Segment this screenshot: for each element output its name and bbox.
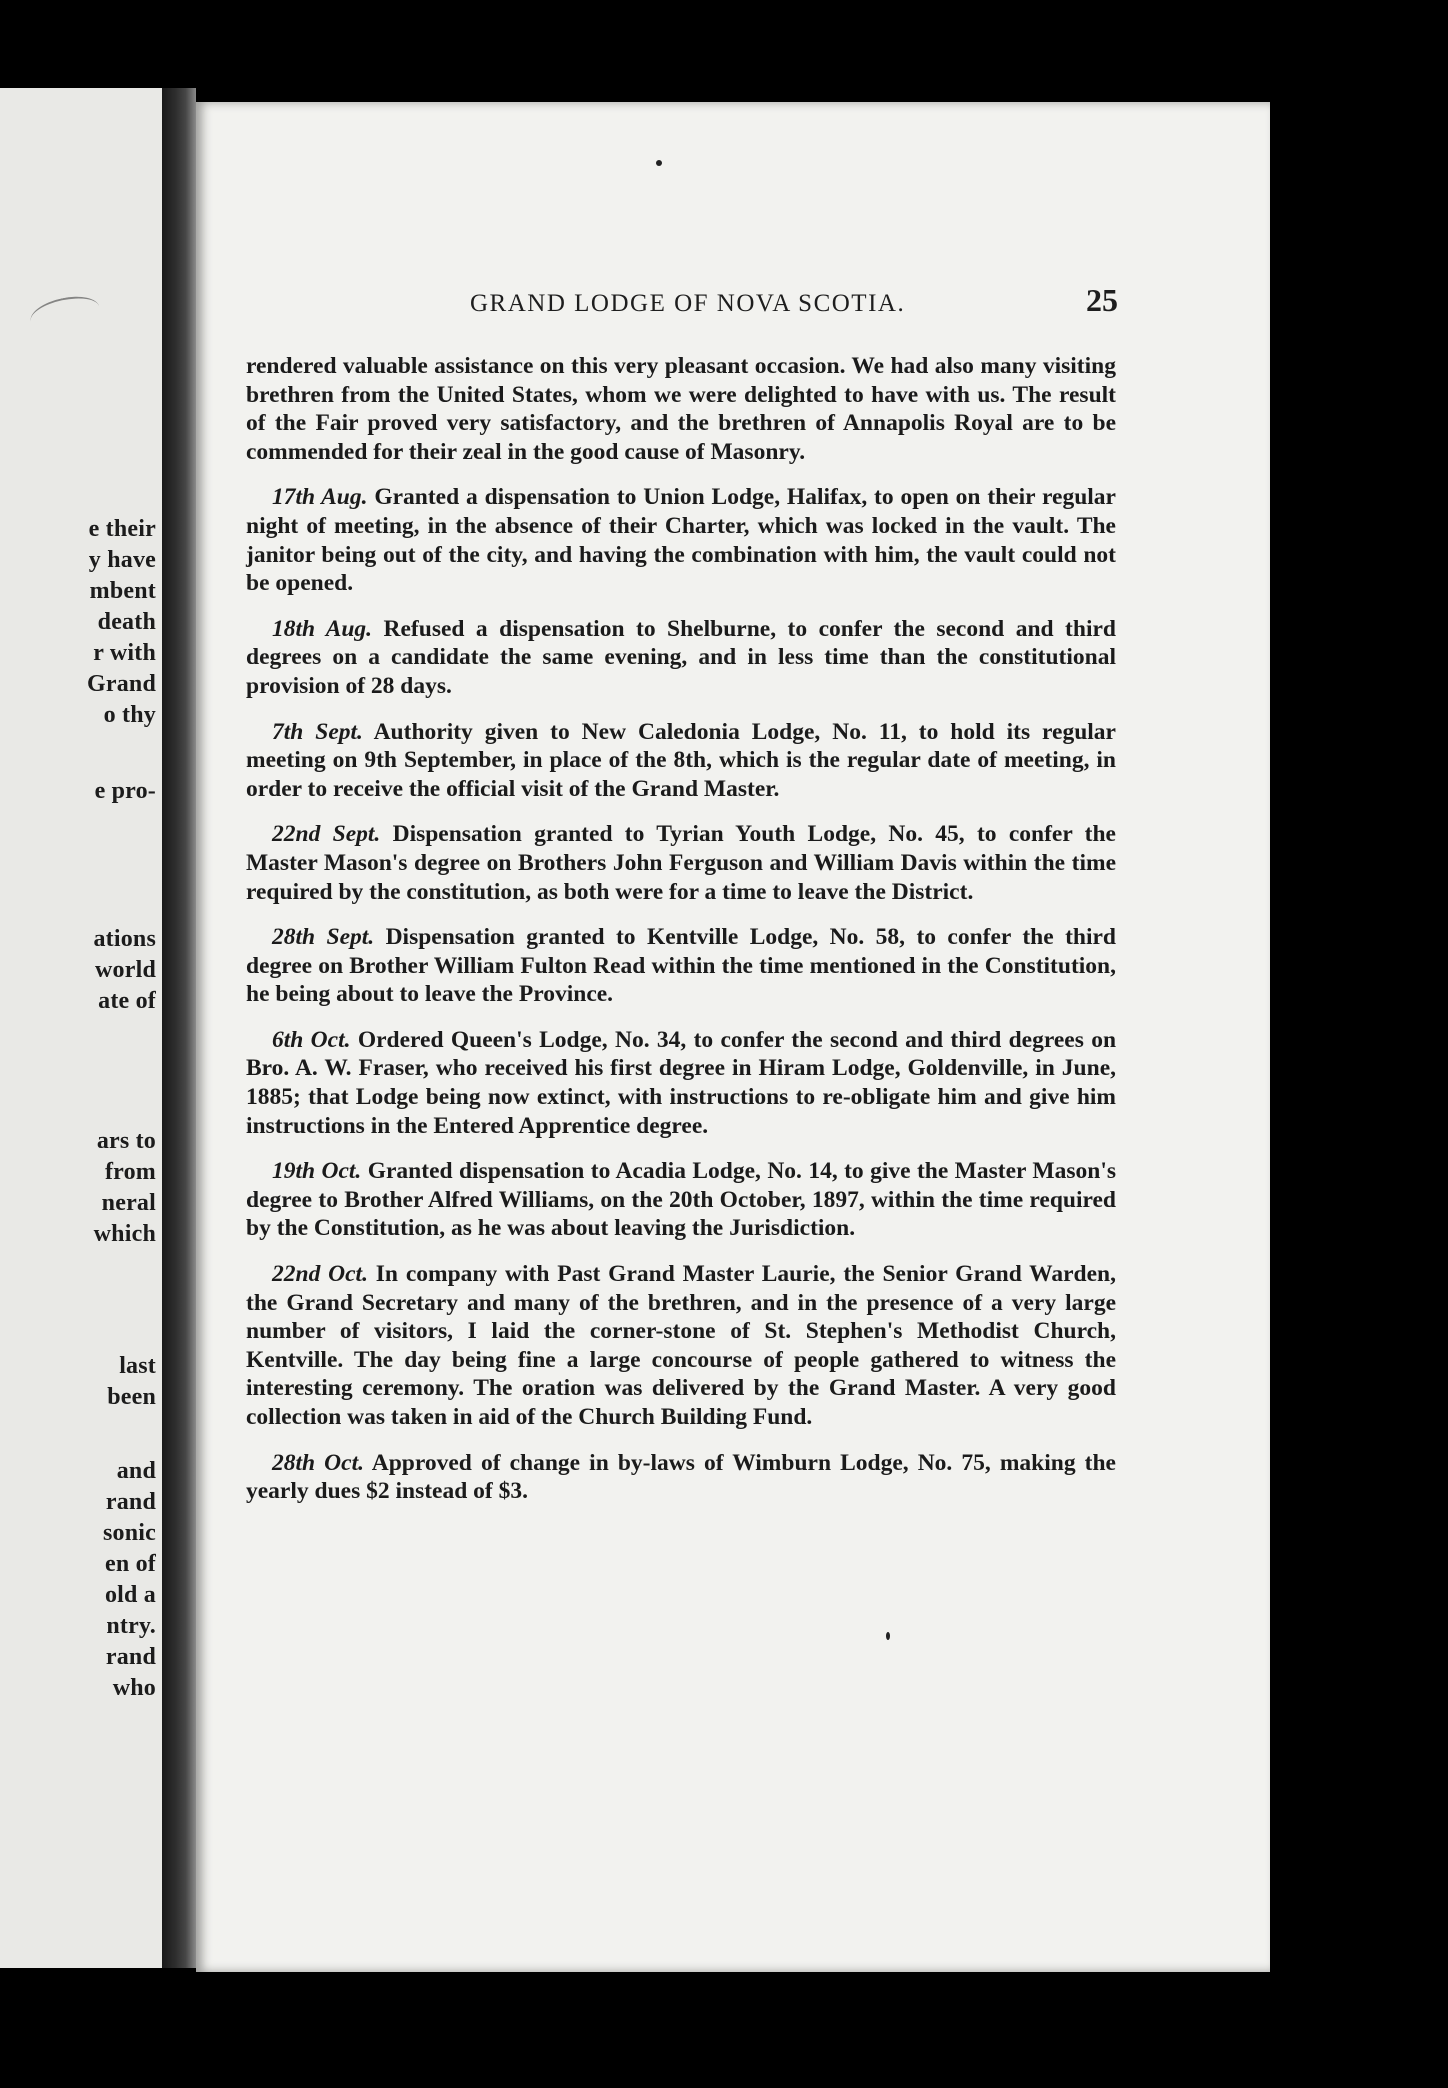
entry-paragraph [246, 483, 1116, 597]
entry-text: Authority given to New Caledonia Lodge, No. 11, to hold its regular meeting on 9th September, in place of the 8th, which is the regular date of meeting, in order to receive the official visit of the Grand Master. [246, 718, 1116, 802]
left-page-line: who [112, 1675, 156, 1701]
left-page-line: ate of [98, 988, 156, 1014]
entry-text: Dispensation granted to Tyrian Youth Lodge, No. 45, to confer the Master Mason's degree on Brothers John Ferguson and William Davis within the time required by the constitution, as both were for a time to leave the District. [246, 821, 1116, 905]
left-page-line: neral [101, 1190, 156, 1216]
entry-date: 6th Oct. [272, 1026, 351, 1053]
entry-paragraph [246, 1449, 1116, 1506]
entry-date: 28th Sept. [272, 924, 375, 951]
left-page-line: old a [104, 1582, 156, 1608]
left-page-line: ations [93, 926, 156, 952]
left-page-line: mbent [89, 578, 156, 604]
entry-paragraph [246, 820, 1116, 906]
left-page-line: e pro- [94, 778, 156, 804]
left-page-line: y have [88, 547, 156, 573]
entry-text: Dispensation granted to Kentville Lodge, No. 58, to confer the third degree on Brother William Fulton Read within the time mentioned in the Constitution, he being about to leave the Province. [246, 924, 1116, 1008]
left-page-line: ntry. [106, 1613, 156, 1639]
left-page-line: from [104, 1159, 156, 1185]
ink-speck [656, 160, 662, 166]
ink-speck [886, 1632, 890, 1640]
entry-paragraph [246, 352, 1116, 466]
left-page-line: rand [105, 1644, 156, 1670]
left-page-line: which [93, 1221, 156, 1247]
main-page [196, 102, 1270, 1972]
entry-date: 22nd Sept. [272, 821, 381, 848]
left-page-line: ars to [96, 1128, 156, 1154]
left-page-line: been [107, 1384, 156, 1410]
entry-paragraph [246, 1026, 1116, 1140]
page-number: 25 [1086, 282, 1118, 318]
entry-text: Granted dispensation to Acadia Lodge, No. 14, to give the Master Mason's degree to Brother Alfred Williams, on the 20th October, 1897, within the time required by the Constitution, as he was about leaving the Jurisdiction. [246, 1158, 1116, 1242]
book-gutter [162, 88, 196, 1968]
left-page-line: last [119, 1353, 156, 1379]
left-page-line: rand [105, 1489, 156, 1515]
entry-paragraph [246, 1260, 1116, 1432]
left-page-line: and [116, 1458, 156, 1484]
left-page-line: sonic [102, 1520, 156, 1546]
entry-text: rendered valuable assistance on this very pleasant occasion. We had also many visiting brethren from the United States, whom we were delighted to have with us. The result of the Fair proved very satisfactory, and the brethren of Annapolis Royal are to be commended for their zeal in the good cause of Masonry. [246, 353, 1116, 465]
entry-date: 22nd Oct. [272, 1261, 368, 1288]
left-page-line: e their [88, 516, 156, 542]
entry-text: Ordered Queen's Lodge, No. 34, to confer the second and third degrees on Bro. A. W. Fraser, who received his first degree in Hiram Lodge, Goldenville, in June, 1885; that Lodge being now extinct, with instructions to re-obligate him and give him instructions in the Entered Apprentice degree. [246, 1026, 1117, 1139]
entry-text: Refused a dispensation to Shelburne, to confer the second and third degrees on a candidate the same evening, and in less time than the constitutional provision of 28 days. [246, 615, 1116, 699]
entry-date: 19th Oct. [272, 1158, 362, 1185]
entry-text: Approved of change in by-laws of Wimburn Lodge, No. 75, making the yearly dues $2 instead of $3. [246, 1449, 1116, 1505]
entry-text: In company with Past Grand Master Laurie, the Senior Grand Warden, the Grand Secretary and many of the brethren, and in the presence of a very large number of visitors, I laid the corner-stone of St. Stephen's Methodist Church, Kentville. The day being fine a large concourse of people gathered to witness the interesting ceremony. The oration was delivered by the Grand Master. A very good collection was taken in aid of the Church Building Fund. [246, 1261, 1116, 1430]
entry-paragraph [246, 923, 1116, 1009]
left-page-line: r with [93, 640, 156, 666]
pencil-mark [27, 291, 102, 337]
left-page-line: death [97, 609, 156, 635]
body-text [246, 352, 1116, 1523]
left-page-line: world [95, 957, 156, 983]
entry-date: 28th Oct. [272, 1449, 364, 1476]
entry-paragraph [246, 718, 1116, 804]
left-page-fragment [0, 88, 162, 1968]
left-page-line: o thy [103, 702, 156, 728]
entry-paragraph [246, 1157, 1116, 1243]
left-page-line: en of [105, 1551, 156, 1577]
entry-paragraph [246, 615, 1116, 701]
entry-date: 7th Sept. [272, 718, 363, 745]
left-page-line: Grand [86, 671, 156, 697]
entry-text: Granted a dispensation to Union Lodge, Halifax, to open on their regular night of meeting, in the absence of their Charter, which was locked in the vault. The janitor being out of the city, and having the combination with him, the vault could not be opened. [246, 484, 1116, 597]
entry-date: 17th Aug. [272, 484, 368, 511]
entry-date: 18th Aug. [272, 615, 373, 642]
running-head: GRAND LODGE OF NOVA SCOTIA. [470, 290, 906, 317]
